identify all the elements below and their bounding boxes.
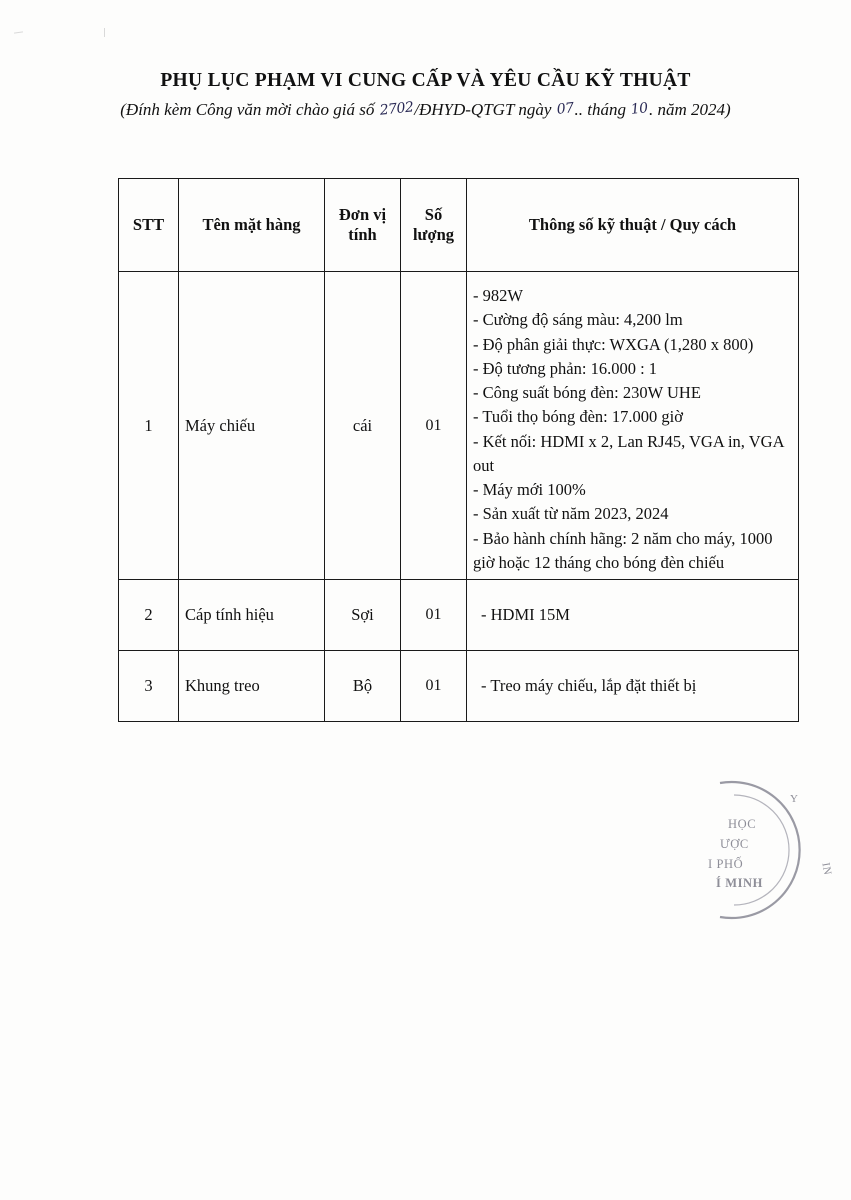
spec-line: - Độ tương phản: 16.000 : 1 xyxy=(473,358,658,378)
document-title: PHỤ LỤC PHẠM VI CUNG CẤP VÀ YÊU CẦU KỸ THUẬT xyxy=(160,70,691,91)
spec-line: - Công suất bóng đèn: 230W UHE xyxy=(473,383,701,402)
spec-line: - 982W xyxy=(473,286,523,305)
table-row xyxy=(119,272,799,580)
column-header-quantity xyxy=(401,179,467,272)
seal-line-4: Í MINH xyxy=(716,876,764,890)
column-header-quantity-line2: lượng xyxy=(412,225,455,244)
spec-line: - Bảo hành chính hãng: 2 năm cho máy, 1000 giờ hoặc 12 tháng cho bóng đèn chiếu xyxy=(473,528,773,572)
document-subtitle xyxy=(0,100,851,120)
cell-unit: cái xyxy=(325,272,401,580)
spec-line: - Sản xuất từ năm 2023, 2024 xyxy=(473,504,669,524)
subtitle-text-3: .. tháng xyxy=(574,100,626,119)
spec-line: - Kết nối: HDMI x 2, Lan RJ45, VGA in, VGA out xyxy=(473,431,784,475)
cell-quantity: 01 xyxy=(401,651,467,722)
spec-line: - Tuổi thọ bóng đèn: 17.000 giờ xyxy=(473,407,683,427)
spec-line: - Máy mới 100% xyxy=(473,480,586,499)
column-header-unit-line2: tính xyxy=(348,225,377,244)
column-header-stt: STT xyxy=(119,179,179,272)
subtitle-text-1: (Đính kèm Công văn mời chào giá số xyxy=(120,100,375,119)
seal-mark-top: Y xyxy=(790,793,799,805)
official-seal-stamp xyxy=(700,775,850,925)
cell-stt: 1 xyxy=(119,272,179,580)
spec-line: - HDMI 15M xyxy=(481,604,570,624)
table-header-row xyxy=(119,179,799,272)
cell-spec xyxy=(467,651,799,722)
cell-quantity: 01 xyxy=(401,580,467,651)
column-header-unit xyxy=(325,179,401,272)
handwritten-document-number: 2702 xyxy=(378,99,414,119)
seal-circle-icon xyxy=(700,775,850,925)
cell-name: Cáp tính hiệu xyxy=(179,580,325,651)
specification-table xyxy=(118,178,799,722)
column-header-spec: Thông số kỹ thuật / Quy cách xyxy=(467,179,799,272)
spec-line: - Độ phân giải thực: WXGA (1,280 x 800) xyxy=(473,334,754,354)
seal-line-2: ƯỢC xyxy=(720,837,749,851)
cell-name: Khung treo xyxy=(179,651,325,722)
cell-name: Máy chiếu xyxy=(179,272,325,580)
seal-line-1: HỌC xyxy=(728,817,757,831)
column-header-unit-line1: Đơn vị xyxy=(338,204,387,224)
scan-artifact xyxy=(104,28,105,37)
subtitle-text-4: . năm 2024) xyxy=(649,100,731,119)
seal-mark-right: IN xyxy=(819,861,834,877)
seal-line-3: I PHỐ xyxy=(708,857,744,871)
cell-spec xyxy=(467,272,799,580)
handwritten-day: 07 xyxy=(555,100,575,118)
cell-unit: Bộ xyxy=(325,651,401,722)
handwritten-month: 10 xyxy=(630,100,649,118)
cell-quantity: 01 xyxy=(401,272,467,580)
column-header-name: Tên mặt hàng xyxy=(179,179,325,272)
cell-spec xyxy=(467,580,799,651)
scan-artifact xyxy=(14,31,23,33)
spec-line: - Treo máy chiếu, lắp đặt thiết bị xyxy=(481,675,697,695)
cell-stt: 3 xyxy=(119,651,179,722)
spec-line: - Cường độ sáng màu: 4,200 lm xyxy=(473,310,683,330)
column-header-quantity-line1: Số xyxy=(424,204,443,224)
cell-unit: Sợi xyxy=(325,580,401,651)
cell-stt: 2 xyxy=(119,580,179,651)
table-row xyxy=(119,651,799,722)
subtitle-text-2: /ĐHYD-QTGT ngày xyxy=(414,100,552,119)
table-row xyxy=(119,580,799,651)
